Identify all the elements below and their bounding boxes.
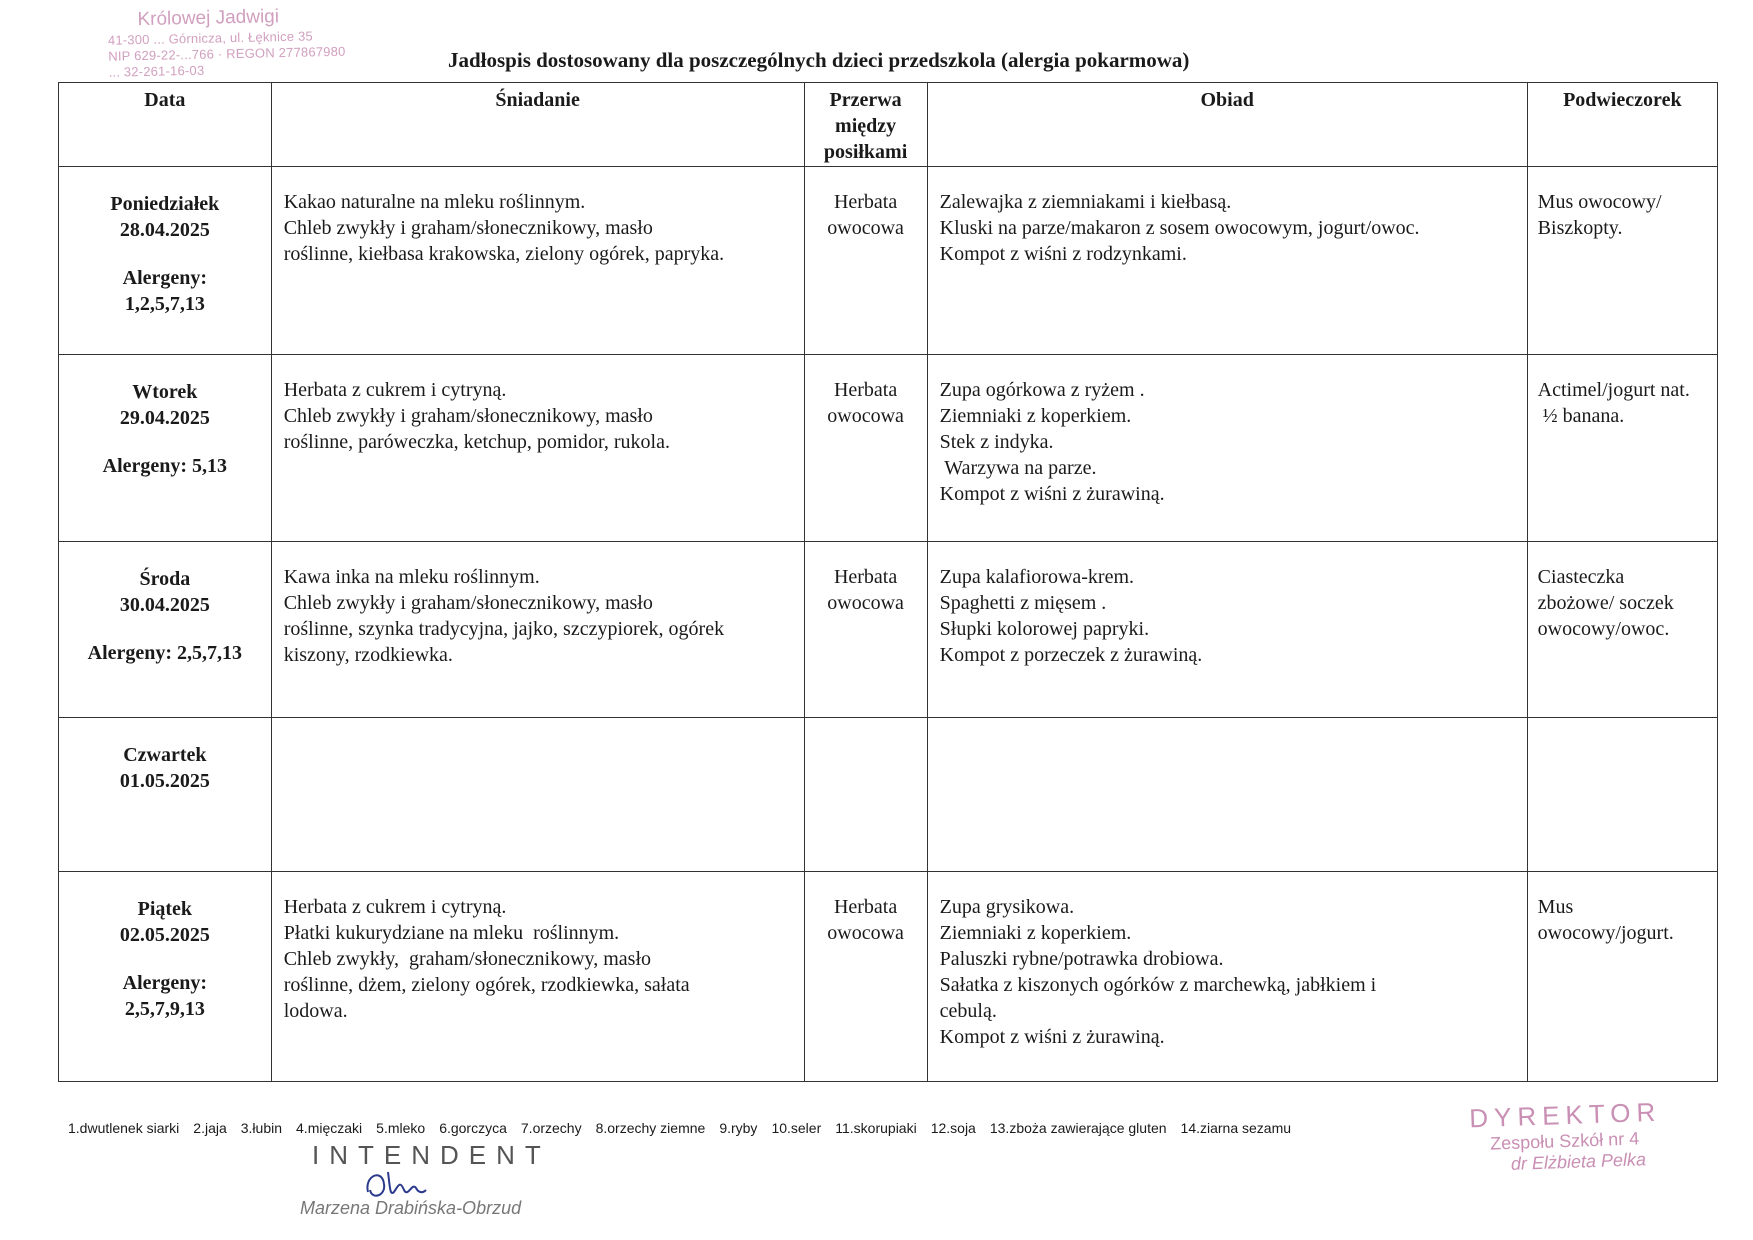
obiad-line: Spaghetti z mięsem . <box>939 592 1107 615</box>
header-row <box>59 83 1718 167</box>
sniadanie-line: Płatki kukurydziane na mleku roślinnym. <box>283 921 620 944</box>
sniadanie-line: Chleb zwykły, graham/słonecznikowy, masło <box>283 947 652 970</box>
intendent-name: Marzena Drabińska-Obrzud <box>300 1198 522 1218</box>
allergens <box>60 453 270 479</box>
podwieczorek-line: owocowy/jogurt. <box>1537 921 1674 944</box>
sniadanie-cell <box>271 542 804 718</box>
day-date: 01.05.2025 <box>119 770 210 793</box>
day-row <box>59 542 1718 718</box>
podwieczorek-line: ½ banana. <box>1537 404 1625 427</box>
day-name: Wtorek <box>132 380 198 403</box>
legend-item: 9.ryby <box>719 1120 758 1136</box>
day-name: Poniedziałek <box>110 193 220 215</box>
obiad-line: Zupa grysikowa. <box>939 895 1075 918</box>
day-row <box>59 718 1718 872</box>
intendent-label: INTENDENT <box>312 1140 551 1170</box>
day-date: 29.04.2025 <box>119 406 210 429</box>
obiad-line: Słupki kolorowej papryki. <box>939 618 1150 641</box>
obiad-line: Ziemniaki z koperkiem. <box>939 921 1132 944</box>
przerwa-cell <box>804 542 927 718</box>
director-label: DYREKTOR <box>1468 1096 1662 1134</box>
allergens <box>60 265 270 317</box>
przerwa-cell <box>804 718 927 872</box>
day-cell <box>59 167 272 355</box>
header-sniadanie: Śniadanie <box>271 83 804 167</box>
podwieczorek-line: Mus <box>1537 895 1574 918</box>
legend-item: 14.ziarna sezamu <box>1180 1120 1292 1136</box>
obiad-line: Zupa kalafiorowa-krem. <box>939 566 1135 589</box>
legend-item: 6.gorczyca <box>439 1120 507 1136</box>
allergens-line: Alergeny: 2,5,7,13 <box>87 642 243 665</box>
obiad-line: Kompot z wiśni z żurawiną. <box>939 482 1165 505</box>
day-cell <box>59 871 272 1081</box>
obiad-line: Sałatka z kiszonych ogórków z marchewką, jabłkiem i <box>939 973 1377 996</box>
sniadanie-line: Kawa inka na mleku roślinnym. <box>283 566 540 589</box>
podwieczorek-cell <box>1527 167 1717 355</box>
sniadanie-line: Kakao naturalne na mleku roślinnym. <box>283 191 586 213</box>
day-date: 30.04.2025 <box>119 594 210 617</box>
przerwa-line: Herbata <box>833 895 898 918</box>
podwieczorek-cell <box>1527 542 1717 718</box>
legend-item: 11.skorupiaki <box>835 1120 917 1136</box>
legend-item: 13.zboża zawierające gluten <box>989 1120 1167 1136</box>
przerwa-line: owocowa <box>827 217 904 239</box>
sniadanie-cell <box>271 354 804 542</box>
stamp-line: Królowej Jadwigi <box>137 6 280 31</box>
header-data: Data <box>59 83 272 167</box>
sniadanie-line: Herbata z cukrem i cytryną. <box>283 378 507 401</box>
stamp-line: NIP 629-22-...766 · REGON 277867980 <box>108 43 346 64</box>
director-stamp <box>1469 1097 1663 1177</box>
menu-table <box>58 82 1718 1082</box>
podwieczorek-line: Actimel/jogurt nat. <box>1537 378 1690 401</box>
obiad-line: Warzywa na parze. <box>939 456 1097 479</box>
day-row <box>59 354 1718 542</box>
legend-item: 5.mleko <box>376 1120 426 1136</box>
podwieczorek-cell <box>1527 718 1717 872</box>
podwieczorek-cell <box>1527 354 1717 542</box>
header-przerwa <box>804 83 927 167</box>
legend-item: 2.jaja <box>193 1120 227 1136</box>
allergens-line: Alergeny: <box>122 267 208 289</box>
podwieczorek-line: Mus owocowy/ <box>1537 191 1662 213</box>
director-name: dr Elżbieta Pelka <box>1510 1149 1647 1174</box>
header-podwieczorek: Podwieczorek <box>1527 83 1717 167</box>
stamp-line: 41-300 ... Górnicza, ul. Łęknice 35 <box>107 28 314 48</box>
day-cell <box>59 718 272 872</box>
obiad-line: Kompot z porzeczek z żurawiną. <box>939 644 1203 667</box>
sniadanie-line: roślinne, paróweczka, ketchup, pomidor, rukola. <box>283 430 670 453</box>
obiad-cell <box>927 167 1527 355</box>
sniadanie-line: roślinne, kiełbasa krakowska, zielony ogórek, papryka. <box>283 243 725 265</box>
przerwa-cell <box>804 167 927 355</box>
day-name: Piątek <box>137 897 193 920</box>
day-cell <box>59 354 272 542</box>
przerwa-line: owocowa <box>827 404 904 427</box>
legend-item: 8.orzechy ziemne <box>595 1120 706 1136</box>
allergens <box>60 640 270 666</box>
obiad-line: Paluszki rybne/potrawka drobiowa. <box>939 947 1224 970</box>
podwieczorek-line: owocowy/owoc. <box>1537 618 1670 641</box>
document-title: Jadłospis dostosowany dla poszczególnych dzieci przedszkola (alergia pokarmowa) <box>448 48 1190 72</box>
obiad-line: Kompot z wiśni z rodzynkami. <box>939 243 1187 265</box>
day-name: Czwartek <box>123 744 207 767</box>
allergens-line: Alergeny: 5,13 <box>102 454 228 477</box>
obiad-line: Zupa ogórkowa z ryżem . <box>939 378 1145 401</box>
sniadanie-cell <box>271 167 804 355</box>
podwieczorek-line: Biszkopty. <box>1537 217 1623 239</box>
sniadanie-line: roślinne, dżem, zielony ogórek, rzodkiewka, sałata <box>283 973 690 996</box>
legend-item: 4.mięczaki <box>296 1120 363 1136</box>
sniadanie-line: Chleb zwykły i graham/słonecznikowy, masło <box>283 592 653 615</box>
header-przerwa-line: między <box>835 115 897 137</box>
sniadanie-line: Herbata z cukrem i cytryną. <box>283 895 507 918</box>
obiad-line: Kompot z wiśni z żurawiną. <box>939 1025 1165 1048</box>
przerwa-line: owocowa <box>827 592 904 615</box>
allergens <box>60 970 270 1022</box>
sniadanie-line: Chleb zwykły i graham/słonecznikowy, masło <box>283 217 653 239</box>
sniadanie-line: Chleb zwykły i graham/słonecznikowy, masło <box>283 404 653 427</box>
podwieczorek-cell <box>1527 871 1717 1081</box>
header-przerwa-line: posiłkami <box>823 141 908 163</box>
day-date: 02.05.2025 <box>119 923 210 946</box>
legend-item: 7.orzechy <box>520 1120 582 1136</box>
legend-item: 1.dwutlenek siarki <box>68 1120 180 1136</box>
obiad-cell <box>927 871 1527 1081</box>
director-school: Zespołu Szkół nr 4 <box>1489 1128 1640 1154</box>
day-date: 28.04.2025 <box>119 219 210 241</box>
obiad-line: Kluski na parze/makaron z sosem owocowym, jogurt/owoc. <box>939 217 1420 239</box>
podwieczorek-line: Ciasteczka <box>1537 566 1625 589</box>
podwieczorek-line: zbożowe/ soczek <box>1537 592 1674 615</box>
header-obiad: Obiad <box>927 83 1527 167</box>
legend-item: 12.soja <box>930 1120 976 1136</box>
allergens-line: 1,2,5,7,13 <box>124 293 205 315</box>
allergens-line: 2,5,7,9,13 <box>124 997 205 1020</box>
sniadanie-line: kiszony, rzodkiewka. <box>283 644 453 667</box>
przerwa-cell <box>804 354 927 542</box>
przerwa-line: Herbata <box>833 566 898 589</box>
day-row <box>59 871 1718 1081</box>
header-przerwa-line: Przerwa <box>829 89 902 111</box>
day-name: Środa <box>139 568 191 591</box>
obiad-line: Zalewajka z ziemniakami i kiełbasą. <box>939 191 1232 213</box>
sniadanie-line: lodowa. <box>283 999 348 1022</box>
przerwa-cell <box>804 871 927 1081</box>
day-row <box>59 167 1718 355</box>
sniadanie-cell <box>271 871 804 1081</box>
allergen-legend <box>68 1120 1305 1136</box>
day-cell <box>59 542 272 718</box>
obiad-line: Ziemniaki z koperkiem. <box>939 404 1132 427</box>
przerwa-line: Herbata <box>833 191 898 213</box>
obiad-line: cebulą. <box>939 999 997 1022</box>
sniadanie-line: roślinne, szynka tradycyjna, jajko, szczypiorek, ogórek <box>283 618 725 641</box>
legend-item: 10.seler <box>771 1120 822 1136</box>
sniadanie-cell <box>271 718 804 872</box>
stamp-line: ... 32-261-16-03 <box>108 62 205 80</box>
allergens-line: Alergeny: <box>122 971 208 994</box>
obiad-cell <box>927 354 1527 542</box>
school-stamp <box>107 3 368 81</box>
obiad-cell <box>927 542 1527 718</box>
obiad-cell <box>927 718 1527 872</box>
obiad-line: Stek z indyka. <box>939 430 1054 453</box>
przerwa-line: owocowa <box>827 921 904 944</box>
przerwa-line: Herbata <box>833 378 898 401</box>
legend-item: 3.łubin <box>240 1120 283 1136</box>
